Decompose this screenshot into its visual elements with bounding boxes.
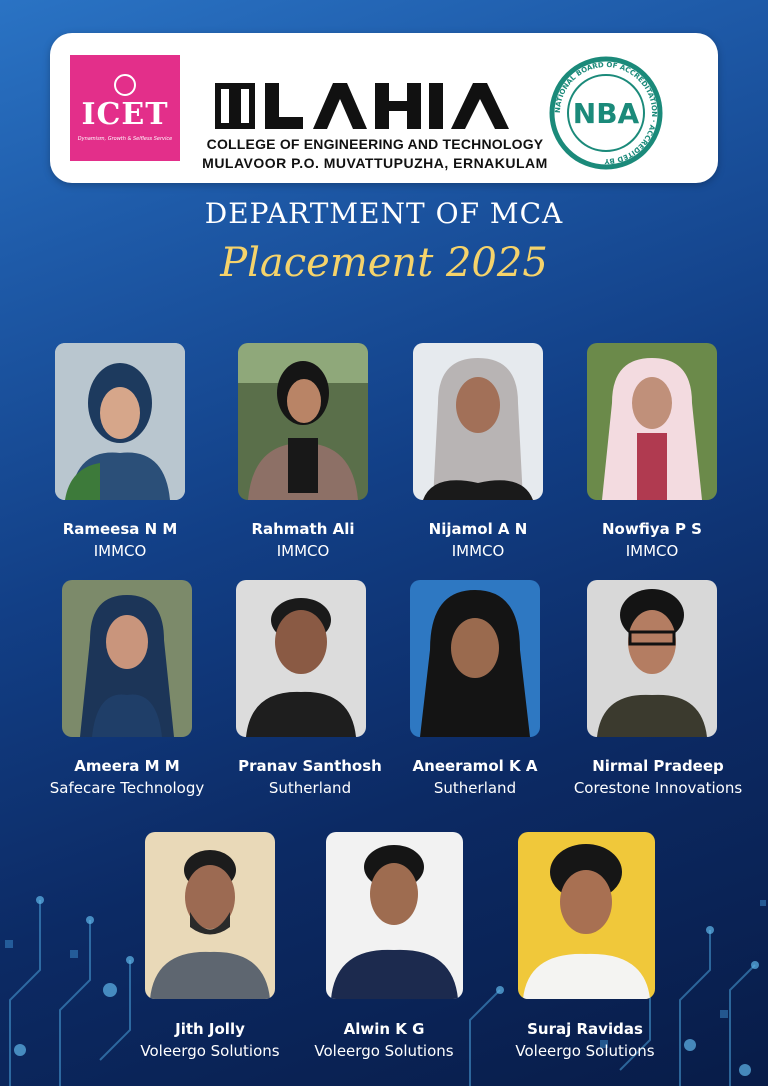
portrait-icon [238,343,368,500]
portrait-icon [55,343,185,500]
header-card [50,33,718,183]
portrait-icon [587,343,717,500]
placement-title: Placement 2025 [220,240,548,286]
student-photo [236,580,366,737]
portrait-icon [145,832,275,999]
student-name: Alwin K G [343,1020,425,1038]
student-company: Sutherland [268,779,352,797]
student-photo [518,832,655,999]
icet-emblem-icon [114,74,136,96]
student-photo [413,343,543,500]
ilahia-wordmark-icon [215,83,535,133]
student-name: Ameera M M [74,757,180,775]
nba-logo-text: NBA [572,97,640,130]
student-company: IMMCO [93,542,147,560]
nba-ring-text: NATIONAL BOARD OF ACCREDITATION · ACCREDITED BY [553,60,659,166]
student-name: Aneeramol K A [412,757,538,775]
student-photo [145,832,275,999]
college-address: MULAVOOR P.O. MUVATTUPUZHA, ERNAKULAM [202,155,548,171]
student-name: Nijamol A N [428,520,528,538]
student-company: IMMCO [451,542,505,560]
portrait-icon [413,343,543,500]
portrait-icon [410,580,540,737]
student-photo [587,343,717,500]
department-title: DEPARTMENT OF MCA [204,197,564,230]
student-photo [238,343,368,500]
student-company: Safecare Technology [49,779,205,797]
portrait-icon [587,580,717,737]
icet-tagline: Dynamism, Growth & Selfless Service [77,136,173,142]
student-company: Sutherland [433,779,517,797]
student-company: Voleergo Solutions [515,1042,655,1060]
student-company: IMMCO [625,542,679,560]
student-name: Nowfiya P S [602,520,702,538]
student-photo [326,832,463,999]
student-name: Pranav Santhosh [238,757,382,775]
student-name: Nirmal Pradeep [592,757,724,775]
portrait-icon [236,580,366,737]
student-photo [587,580,717,737]
student-name: Suraj Ravidas [527,1020,643,1038]
student-photo [62,580,192,737]
portrait-icon [326,832,463,999]
ilahia-logo [195,43,555,173]
college-name: COLLEGE OF ENGINEERING AND TECHNOLOGY [206,136,544,152]
portrait-icon [62,580,192,737]
student-company: Voleergo Solutions [314,1042,454,1060]
portrait-icon [518,832,655,999]
student-photo [55,343,185,500]
student-name: Rameesa N M [62,520,178,538]
nba-logo [548,55,664,171]
icet-logo-text: ICET [81,97,169,132]
student-company: Voleergo Solutions [140,1042,280,1060]
student-photo [410,580,540,737]
student-name: Rahmath Ali [251,520,355,538]
student-company: IMMCO [276,542,330,560]
student-name: Jith Jolly [175,1020,245,1038]
icet-logo [70,55,180,161]
student-company: Corestone Innovations [573,779,743,797]
